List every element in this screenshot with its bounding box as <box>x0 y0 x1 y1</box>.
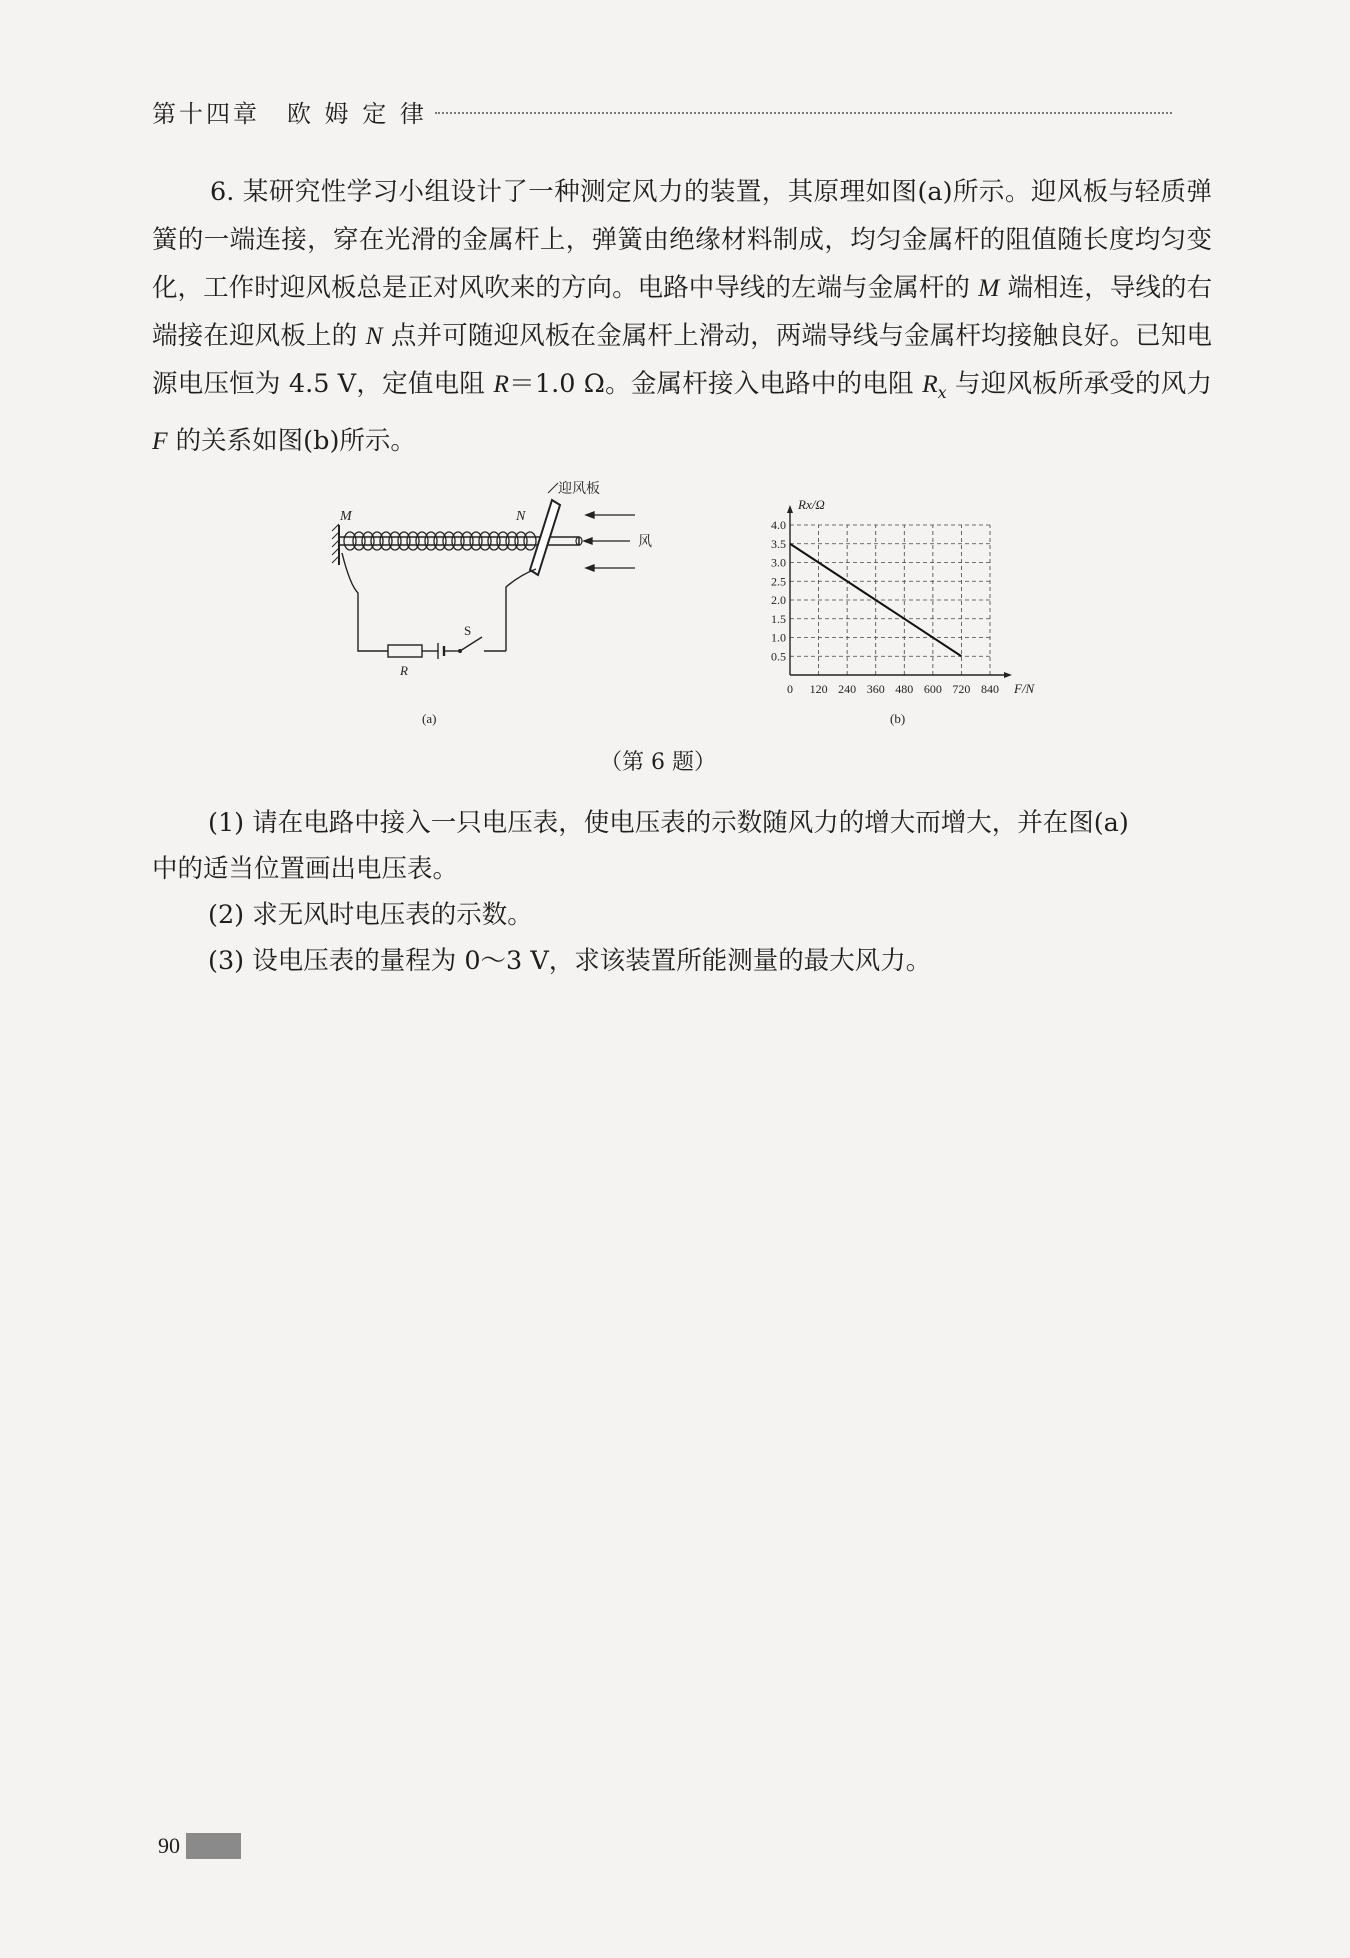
caption-b: (b) <box>890 711 906 726</box>
x-tick-label: 120 <box>809 682 828 696</box>
text-run: 的关系如图(b)所示。 <box>167 426 416 456</box>
page-number: 90 <box>158 1833 180 1858</box>
resistor-r <box>388 645 422 657</box>
chart-b <box>771 497 1036 726</box>
var-rx-subscript: x <box>937 383 947 402</box>
x-tick-label: 0 <box>787 682 793 696</box>
x-tick-label: 360 <box>866 682 885 696</box>
spring-coil <box>344 532 536 550</box>
label-wind: 风 <box>638 534 652 550</box>
y-tick-label: 3.5 <box>771 536 786 551</box>
chart-grid <box>790 525 990 675</box>
y-tick-label: 2.0 <box>771 593 786 607</box>
left-wire <box>342 553 388 651</box>
chart-x-axis-label: F/N <box>1014 681 1035 696</box>
x-tick-label: 840 <box>981 682 999 696</box>
text-run: ＝1.0 Ω。金属杆接入电路中的电阻 <box>508 369 923 399</box>
x-tick-label: 600 <box>923 682 942 696</box>
chart-y-axis-label: Rx/Ω <box>798 497 825 512</box>
y-axis-arrow <box>787 505 793 513</box>
running-header <box>152 94 1172 128</box>
x-axis-arrow <box>1004 672 1012 678</box>
question-2: (2) 求无风时电压表的示数。 <box>208 900 533 930</box>
board-leader-line <box>548 483 558 493</box>
x-tick-label: 240 <box>838 682 857 696</box>
var-n: N <box>365 321 383 350</box>
label-m: M <box>340 509 352 524</box>
text-run: 与迎风板所承受的风力 <box>946 369 1212 399</box>
label-wind-board: 迎风板 <box>558 481 600 497</box>
figure-caption: （第 6 题） <box>600 750 716 775</box>
question-1: (1) 请在电路中接入一只电压表，使电压表的示数随风力的增大而增大，并在图(a) <box>208 808 1129 838</box>
chart-axes <box>787 505 1012 678</box>
x-tick-label: 720 <box>952 682 971 696</box>
problem-paragraph <box>152 168 1212 465</box>
var-r: R <box>493 369 509 398</box>
header-dotted-rule <box>435 112 1172 114</box>
y-tick-label: 1.0 <box>771 630 786 645</box>
right-wire <box>506 569 536 651</box>
chapter-title: 第十四章 欧 姆 定 律 <box>152 99 427 128</box>
page-number-block <box>150 1832 260 1860</box>
y-tick-label: 2.5 <box>771 574 786 589</box>
question-3: (3) 设电压表的量程为 0～3 V，求该装置所能测量的最大风力。 <box>208 946 932 976</box>
text-run: 6. 某研究性学习小组设计了一种测定风力的装置，其原理如图(a)所示。迎风板与轻质弹簧的一端连接，穿在光滑的金属杆上，弹簧由绝缘材料制成，均匀金属杆的阻值随长度均匀变化，工作时迎风板总是正对风吹来的方向。电路中导线的左端与金属杆的 <box>152 177 1212 303</box>
y-tick-label: 1.5 <box>771 611 786 626</box>
var-rx: R <box>922 369 938 398</box>
switch-blade <box>460 637 482 651</box>
question-1-continued: 中的适当位置画出电压表。 <box>152 854 459 884</box>
text-run: 点并可随迎风板在金属杆上滑动，两端导线与金属杆均接触良好。已知电源电压恒为 4.5 V，定值电阻 <box>152 321 1212 399</box>
label-n: N <box>516 509 526 524</box>
page-number-bar <box>186 1833 241 1859</box>
problem-figure <box>330 475 1050 735</box>
y-tick-label: 4.0 <box>771 518 786 532</box>
wall-hatch <box>332 524 339 563</box>
label-s: S <box>464 623 472 638</box>
var-m: M <box>978 273 1000 302</box>
y-tick-label: 3.0 <box>771 555 786 570</box>
wind-arrows <box>584 512 635 571</box>
problem-6-statement <box>152 168 1212 465</box>
label-r: R <box>400 663 408 678</box>
questions <box>152 800 1212 984</box>
text-run: 端相连，导线的右端接在迎风板上的 <box>152 273 1213 351</box>
var-f: F <box>152 426 168 455</box>
caption-a: (a) <box>422 711 437 726</box>
circuit-diagram-a <box>332 480 652 726</box>
y-tick-label: 0.5 <box>771 649 786 664</box>
x-tick-label: 480 <box>895 682 914 696</box>
